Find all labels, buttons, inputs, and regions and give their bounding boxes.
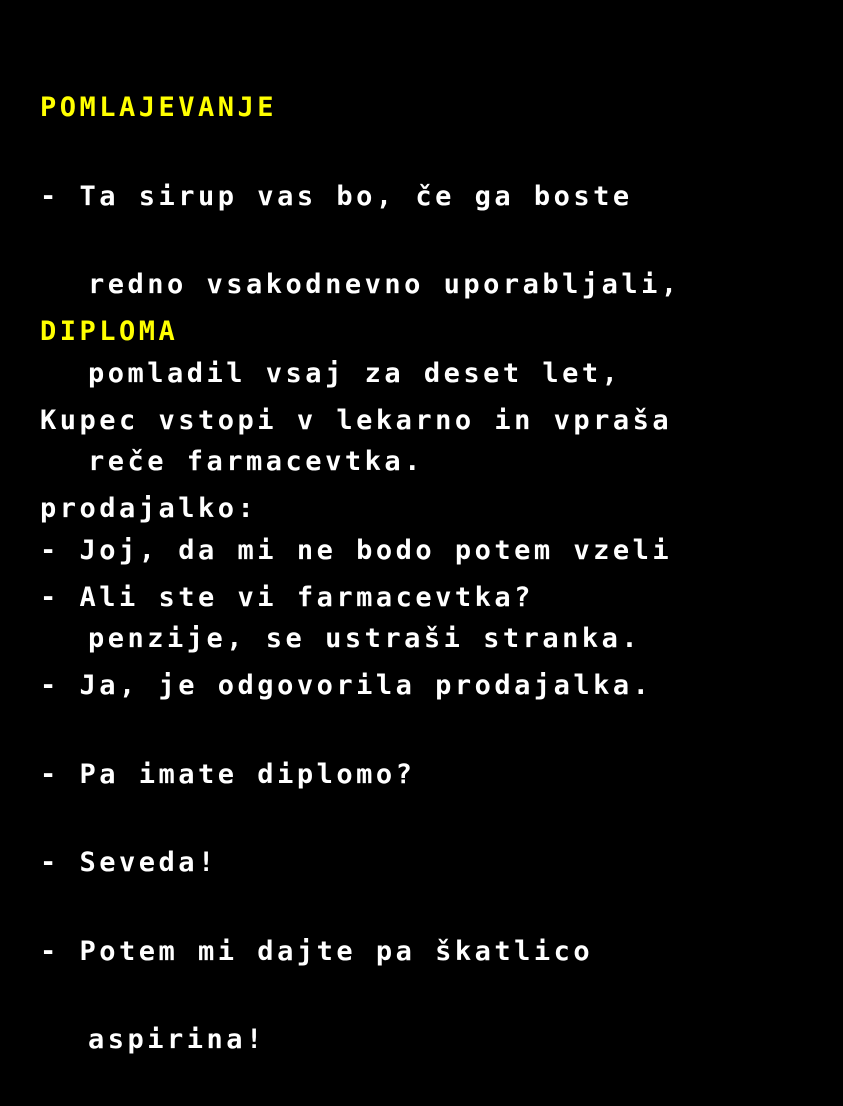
joke-title: DIPLOMA <box>40 316 179 347</box>
joke-line: - Potem mi dajte pa škatlico <box>40 935 594 967</box>
joke-line: - Ja, je odgovorila prodajalka. <box>40 670 653 701</box>
joke-line: - Ta sirup vas bo, če ga boste <box>40 180 633 212</box>
joke-title: POMLAJEVANJE <box>40 92 278 123</box>
joke-line: - Joj, da mi ne bodo potem vzeli <box>40 534 673 566</box>
joke-line: aspirina! <box>88 1024 266 1055</box>
joke-line: prodajalko: <box>40 493 258 524</box>
joke-line: - Pa imate diplomo? <box>40 758 416 790</box>
joke-diploma <box>40 258 672 1106</box>
joke-line: penzije, se ustraši stranka. <box>88 623 642 654</box>
joke-line: pomladil vsaj za deset let, <box>88 357 622 389</box>
joke-line: redno vsakodnevno uporabljali, <box>88 269 681 300</box>
joke-line: - Seveda! <box>40 847 218 878</box>
joke-line: reče farmacevtka. <box>88 446 424 477</box>
joke-line: - Ali ste vi farmacevtka? <box>40 581 534 613</box>
joke-line: Kupec vstopi v lekarno in vpraša <box>40 404 673 436</box>
